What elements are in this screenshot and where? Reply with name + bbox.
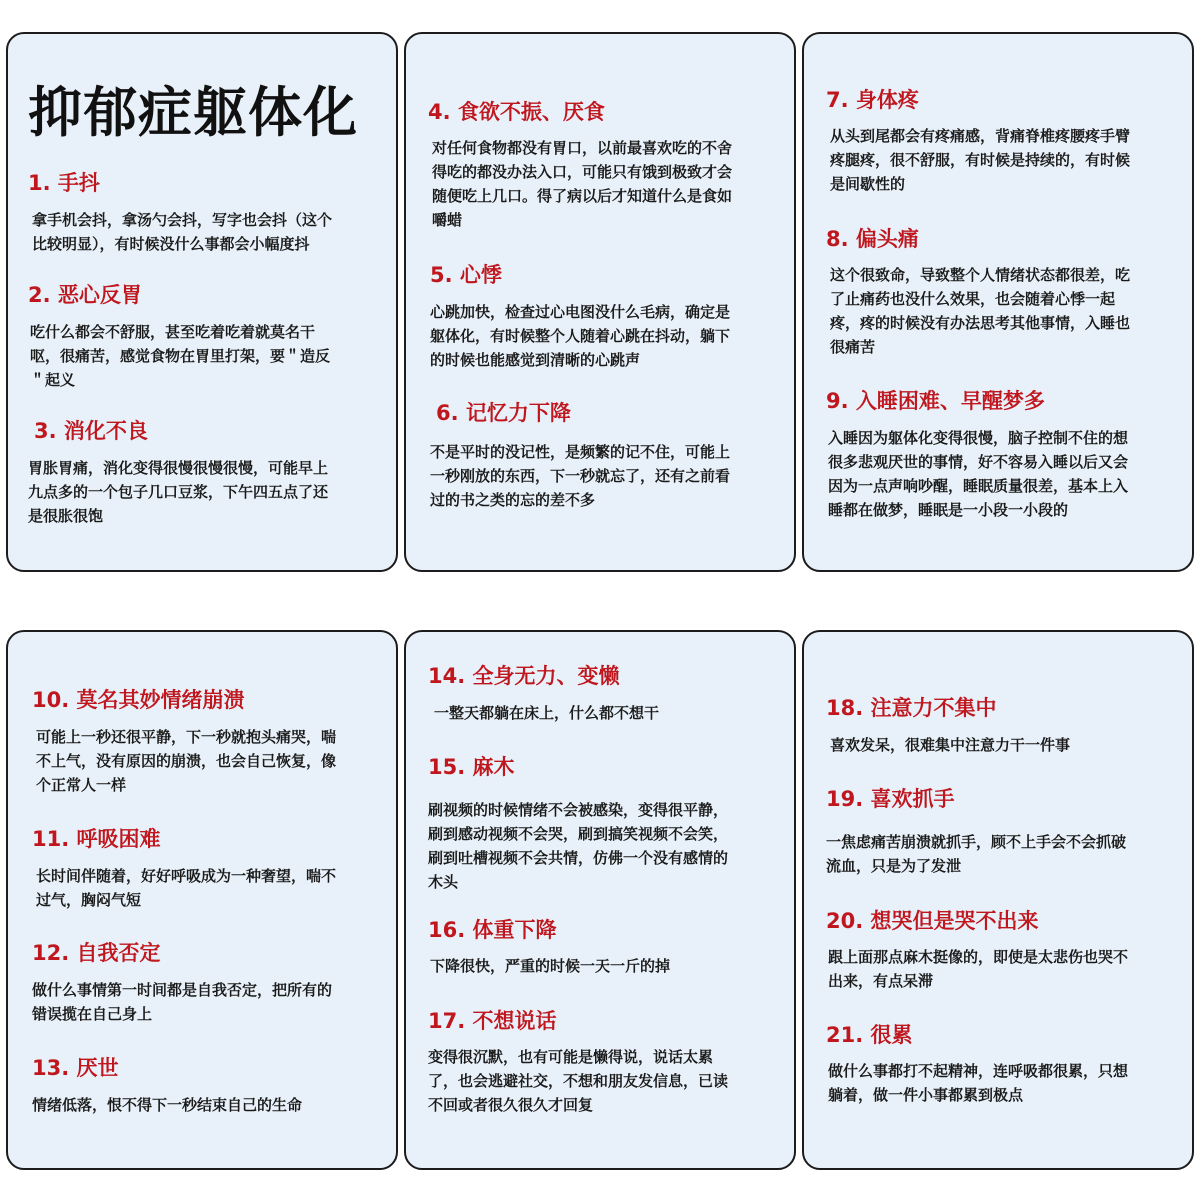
card-2 (404, 32, 796, 572)
symptom-heading-14: 14. 全身无力、变懒 (428, 664, 620, 688)
symptom-text-13: 情绪低落，恨不得下一秒结束自己的生命 (32, 1096, 303, 1114)
symptom-heading-19: 19. 喜欢抓手 (826, 787, 955, 811)
symptom-text-14: 一整天都躺在床上，什么都不想干 (434, 704, 660, 722)
symptom-text-20: 跟上面那点麻木挺像的，即使是太悲伤也哭不 出来，有点呆滞 (828, 948, 1129, 990)
symptom-heading-9: 9. 入睡困难、早醒梦多 (826, 389, 1045, 413)
card-1 (6, 32, 398, 572)
symptom-heading-1: 1. 手抖 (28, 171, 100, 195)
symptom-text-7: 从头到尾都会有疼痛感，背痛脊椎疼腰疼手臂 疼腿疼，很不舒服，有时候是持续的，有时候 是间歇性的 (830, 127, 1131, 193)
symptom-text-19: 一焦虑痛苦崩溃就抓手，顾不上手会不会抓破 流血，只是为了发泄 (826, 833, 1127, 875)
symptom-text-1: 拿手机会抖，拿汤勺会抖，写字也会抖（这个 比较明显），有时候没什么事都会小幅度抖 (32, 211, 333, 253)
symptom-heading-4: 4. 食欲不振、厌食 (428, 100, 605, 124)
symptom-text-6: 不是平时的没记性，是频繁的记不住，可能上 一秒刚放的东西，下一秒就忘了，还有之前看 过的书之类的忘的差不多 (430, 443, 731, 509)
symptom-text-15: 刷视频的时候情绪不会被感染，变得很平静， 刷到感动视频不会哭，刷到搞笑视频不会笑， 刷到吐槽视频不会共情，仿佛一个没有感情的 木头 (428, 801, 729, 891)
symptom-heading-16: 16. 体重下降 (428, 918, 557, 942)
symptom-heading-15: 15. 麻木 (428, 755, 515, 779)
symptom-text-9: 入睡因为躯体化变得很慢，脑子控制不住的想 很多悲观厌世的事情，好不容易入睡以后又会 因为一点声响吵醒，睡眠质量很差，基本上入 睡都在做梦，睡眠是一小段一小段的 (828, 429, 1129, 519)
symptom-text-5: 心跳加快，检查过心电图没什么毛病，确定是 躯体化，有时候整个人随着心跳在抖动，躺下 的时候也能感觉到清晰的心跳声 (430, 303, 731, 369)
card-3 (802, 32, 1194, 572)
symptom-text-3: 胃胀胃痛，消化变得很慢很慢很慢，可能早上 九点多的一个包子几口豆浆，下午四五点了还 是很胀很饱 (28, 459, 329, 525)
symptom-heading-17: 17. 不想说话 (428, 1009, 557, 1033)
symptom-heading-11: 11. 呼吸困难 (32, 827, 161, 851)
symptom-text-2: 吃什么都会不舒服，甚至吃着吃着就莫名干 呕，很痛苦，感觉食物在胃里打架，要＂造反 ＂起义 (30, 323, 331, 389)
symptom-heading-21: 21. 很累 (826, 1023, 913, 1047)
symptom-text-11: 长时间伴随着，好好呼吸成为一种奢望，喘不 过气，胸闷气短 (36, 867, 337, 909)
symptom-heading-2: 2. 恶心反胃 (28, 283, 142, 307)
card-4 (6, 630, 398, 1170)
symptom-text-18: 喜欢发呆，很难集中注意力干一件事 (830, 736, 1071, 754)
symptom-heading-5: 5. 心悸 (430, 263, 502, 287)
symptom-heading-7: 7. 身体疼 (826, 88, 919, 112)
symptom-text-16: 下降很快，严重的时候一天一斤的掉 (430, 957, 671, 975)
card-6 (802, 630, 1194, 1170)
symptom-heading-6: 6. 记忆力下降 (436, 401, 571, 425)
symptom-text-8: 这个很致命，导致整个人情绪状态都很差，吃 了止痛药也没什么效果，也会随着心悸一起 疼，疼的时候没有办法思考其他事情，入睡也 很痛苦 (830, 266, 1131, 356)
symptom-heading-12: 12. 自我否定 (32, 941, 161, 965)
symptom-heading-13: 13. 厌世 (32, 1056, 119, 1080)
symptom-text-12: 做什么事情第一时间都是自我否定，把所有的 错误揽在自己身上 (32, 981, 333, 1023)
symptom-heading-10: 10. 莫名其妙情绪崩溃 (32, 688, 245, 712)
symptom-text-10: 可能上一秒还很平静，下一秒就抱头痛哭，喘 不上气，没有原因的崩溃，也会自己恢复，像 个正常人一样 (36, 728, 337, 794)
symptom-heading-18: 18. 注意力不集中 (826, 696, 997, 720)
symptom-text-21: 做什么事都打不起精神，连呼吸都很累，只想 躺着，做一件小事都累到极点 (828, 1062, 1129, 1104)
symptom-heading-20: 20. 想哭但是哭不出来 (826, 909, 1039, 933)
symptom-heading-8: 8. 偏头痛 (826, 227, 919, 251)
card-5 (404, 630, 796, 1170)
symptom-text-17: 变得很沉默，也有可能是懒得说，说话太累 了，也会逃避社交，不想和朋友发信息，已读 不回或者很久很久才回复 (428, 1048, 729, 1114)
symptom-text-4: 对任何食物都没有胃口，以前最喜欢吃的不舍 得吃的都没办法入口，可能只有饿到极致才会 随便吃上几口。得了病以后才知道什么是食如 嚼蜡 (432, 139, 733, 229)
page-title: 抑郁症躯体化 (28, 81, 358, 144)
symptom-heading-3: 3. 消化不良 (34, 419, 148, 443)
